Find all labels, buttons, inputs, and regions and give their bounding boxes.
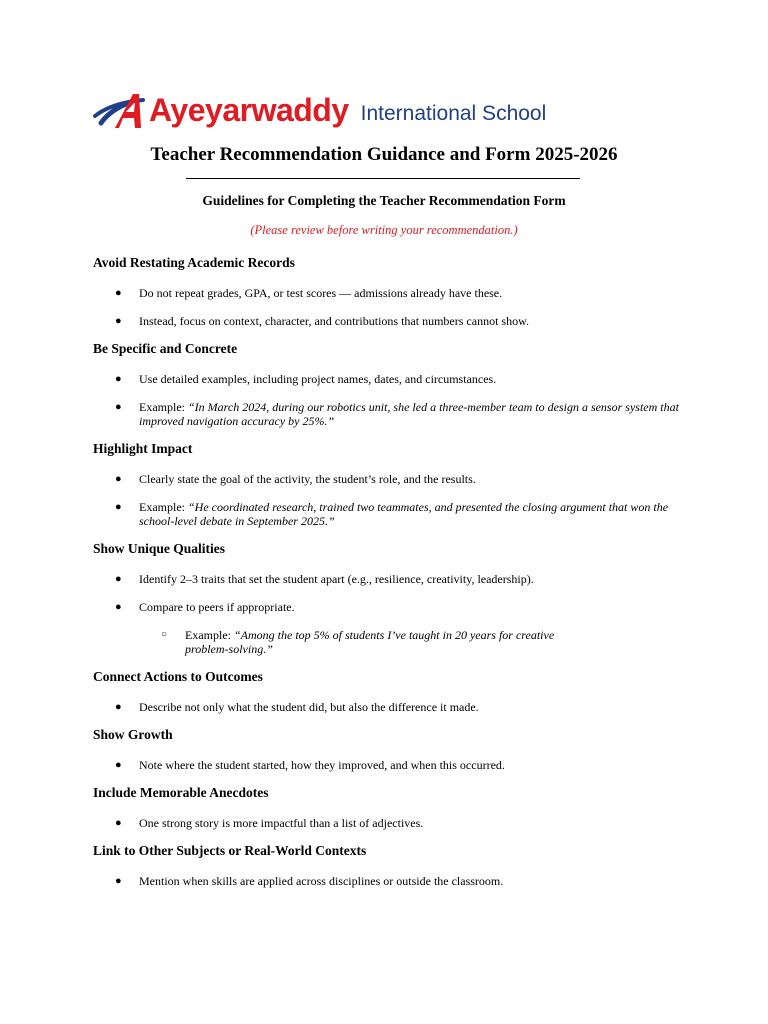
list-item: ● Compare to peers if appropriate.	[115, 600, 295, 614]
list-item: ● Instead, focus on context, character, and contributions that numbers cannot show.	[115, 314, 529, 328]
bullet-icon: ●	[115, 287, 122, 299]
bullet-icon: ●	[115, 875, 122, 887]
bullet-icon: ●	[115, 573, 122, 585]
list-item: ● Use detailed examples, including project names, dates, and circumstances.	[115, 372, 497, 386]
title-divider	[186, 178, 580, 179]
section-heading: Link to Other Subjects or Real-World Contexts	[93, 843, 367, 858]
bullet-icon: ●	[115, 817, 122, 829]
guidelines-content	[93, 254, 683, 888]
list-item: ● Note where the student started, how they improved, and when this occurred.	[115, 758, 505, 772]
bullet-icon: ●	[115, 315, 122, 327]
review-note: (Please review before writing your recommendation.)	[250, 223, 518, 237]
section-heading: Show Unique Qualities	[93, 541, 226, 556]
section-heading: Connect Actions to Outcomes	[93, 669, 263, 684]
brand-name: Ayeyarwaddy	[149, 92, 349, 128]
section-heading: Include Memorable Anecdotes	[93, 785, 269, 800]
section-real-world-contexts	[93, 842, 683, 888]
school-logo-icon	[93, 90, 147, 130]
list-item: ● Clearly state the goal of the activity, the student’s role, and the results.	[115, 472, 476, 486]
bullet-icon: ●	[115, 501, 122, 513]
bullet-icon: ●	[115, 701, 122, 713]
section-memorable-anecdotes	[93, 784, 683, 830]
bullet-icon: ●	[115, 401, 122, 413]
list-item: ● Describe not only what the student did, but also the difference it made.	[115, 700, 479, 714]
list-item: ● Example: “He coordinated research, trained two teammates, and presented the closing argument that won the school-level debate in September 2025.”	[115, 500, 669, 528]
list-item: ● Identify 2–3 traits that set the student apart (e.g., resilience, creativity, leadership).	[115, 572, 534, 586]
section-unique-qualities	[93, 540, 683, 656]
guidelines-subtitle: Guidelines for Completing the Teacher Recommendation Form	[202, 193, 566, 208]
section-avoid-restating	[93, 254, 683, 328]
school-header	[93, 88, 546, 132]
section-be-specific	[93, 340, 683, 428]
bullet-icon: ●	[115, 473, 122, 485]
bullet-icon: ●	[115, 759, 122, 771]
section-heading: Highlight Impact	[93, 441, 193, 456]
hollow-bullet-icon: ○	[161, 629, 168, 640]
section-connect-actions	[93, 668, 683, 714]
list-item: ● Mention when skills are applied across disciplines or outside the classroom.	[115, 874, 504, 888]
bullet-icon: ●	[115, 601, 122, 613]
bullet-icon: ●	[115, 373, 122, 385]
brand-subtitle: International School	[360, 101, 547, 125]
section-heading: Show Growth	[93, 727, 173, 742]
section-heading: Avoid Restating Academic Records	[93, 255, 295, 270]
page-title: Teacher Recommendation Guidance and Form 2025-2026	[150, 144, 618, 165]
section-show-growth	[93, 726, 683, 772]
sub-list-item: ○ Example: “Among the top 5% of students I’ve taught in 20 years for creative problem-solving.”	[161, 628, 555, 656]
list-item: ● Do not repeat grades, GPA, or test scores — admissions already have these.	[115, 286, 503, 300]
list-item: ● Example: “In March 2024, during our robotics unit, she led a three-member team to design a sensor system that improved navigation accuracy by 25%.”	[115, 400, 679, 428]
section-heading: Be Specific and Concrete	[93, 341, 238, 356]
list-item: ● One strong story is more impactful than a list of adjectives.	[115, 816, 424, 830]
section-highlight-impact	[93, 440, 683, 528]
